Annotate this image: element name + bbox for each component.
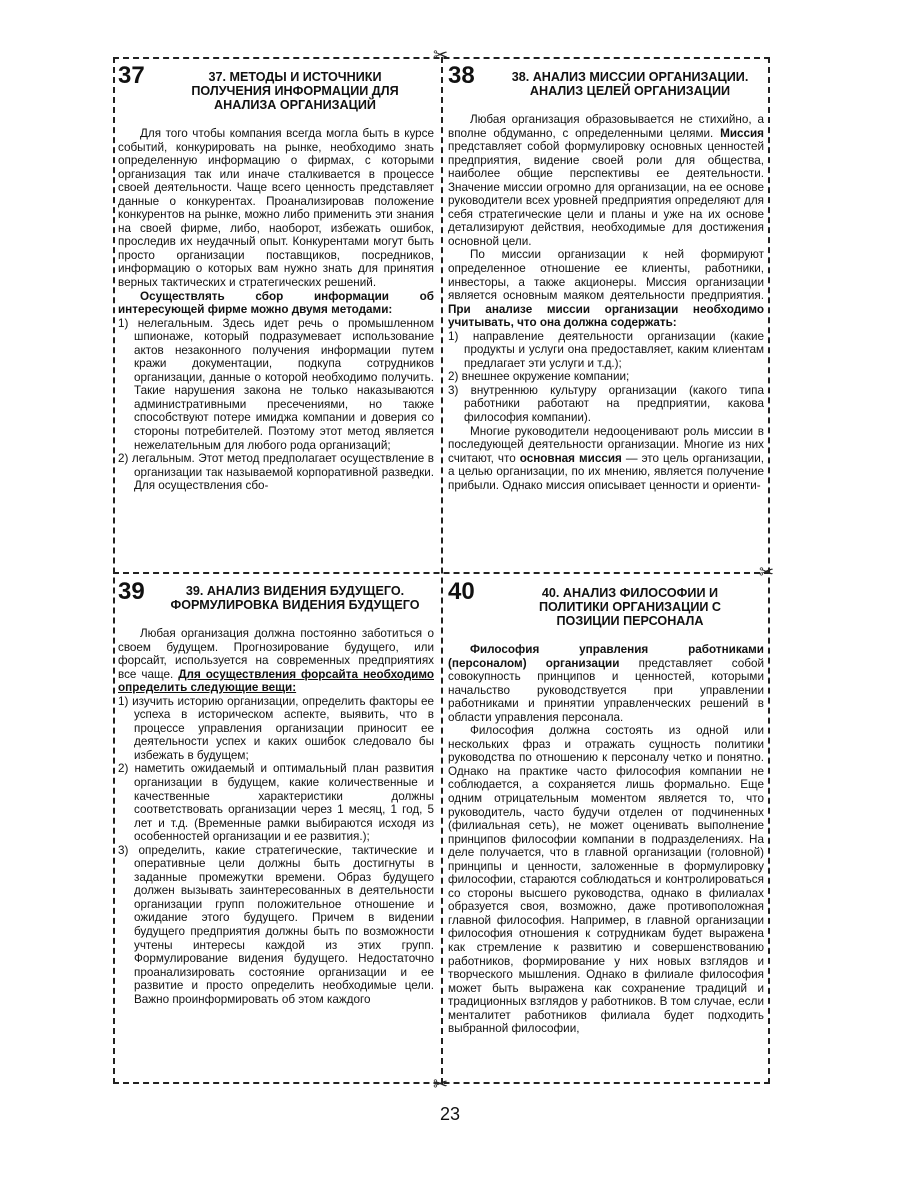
list-item: 1) изучить историю организации, определить факторы ее успеха в историческом аспекте, выявить, что в процессе управления организации приносит ее деятельности успех и каких ошибок следовало бы избежать в будущем;	[118, 694, 434, 762]
card-body	[118, 627, 434, 1006]
list-item: 2) внешнее окружение компании;	[448, 370, 630, 384]
card-title: 37. МЕТОДЫ И ИСТОЧНИКИ ПОЛУЧЕНИЯ ИНФОРМАЦИИ ДЛЯ АНАЛИЗА ОРГАНИЗАЦИЙ	[191, 70, 399, 112]
paragraph: По миссии организации к ней формируют определенное отношение ее клиенты, работники, инвесторы, а также акционеры. Миссия организации является основным маяком деятельности предприятия. При анализе миссии организации необходимо учитывать, что она должна содержать:	[448, 248, 764, 330]
card-title: 40. АНАЛИЗ ФИЛОСОФИИ И ПОЛИТИКИ ОРГАНИЗАЦИИ С ПОЗИЦИИ ПЕРСОНАЛА	[538, 586, 722, 628]
bold-term: основная миссия	[519, 451, 622, 465]
paragraph-bold: Осуществлять сбор информации об интересующей фирме можно двумя методами:	[118, 289, 434, 317]
paragraph: Любая организация должна постоянно заботиться о своем будущем. Прогнозирование будущего, или форсайт, используется на современных предприятиях все чаще. Для осуществления форсайта необходимо определить следующие вещи:	[118, 627, 434, 695]
card-37	[118, 64, 434, 564]
card-40	[448, 580, 764, 1074]
paragraph: Для того чтобы компания всегда могла быть в курсе событий, конкурировать на рынке, необходимо знать определенную информацию о фирмах, с которыми организация так или иначе сталкивается в процессе своей деятельности. Чаще всего ценность представляет данные о конкурентах. Проанализировав положение конкурентов на рынке, можно либо применить эти знания на своей фирме, либо, наоборот, избежать ошибок, проследив их неудачный опыт. Конкурентами могут быть просто организации поставщиков, посредников, информацию о которых вам нужно знать для принятия верных тактических и стратегических решений.	[118, 127, 434, 290]
paragraph: Философия управления работниками (персоналом) организации представляет собой совокупность принципов и ценностей, которыми начальство руководствуется при управлении работниками и принятии управленческих решений в области управления персонала.	[448, 643, 764, 724]
page-number: 23	[439, 1104, 461, 1124]
list-item: 2) наметить ожидаемый и оптимальный план развития организации в будущем, какие количественные и качественные характеристики должны соответствовать организации через 1 месяц, 1 год, 5 лет и т.д. (Временные рамки выбираются исходя из особенностей организации и ее развития.);	[118, 762, 434, 844]
paragraph: Любая организация образовывается не стихийно, а вполне обдуманно, с определенными целями. Миссия представляет собой формулировку основных ценностей предприятия, видение своей роли для общества, наиболее общие перспективы ее деятельности. Значение миссии огромно для организации, на ее основе руководители всех уровней предприятия определяют для себя стратегические цели и планы и уже на их основе детализируют действия, необходимые для достижения основной цели.	[448, 113, 764, 248]
mission-list	[448, 330, 764, 425]
card-number: 40	[448, 580, 475, 605]
card-number: 39	[118, 580, 145, 605]
card-title: 38. АНАЛИЗ МИССИИ ОРГАНИЗАЦИИ. АНАЛИЗ ЦЕЛЕЙ ОРГАНИЗАЦИИ	[511, 70, 749, 98]
list-item: 1) нелегальным. Здесь идет речь о промышленном шпионаже, который подразумевает использование актов незаконного получения информации путем кражи документации, подкупа сотрудников организации, данные о которой необходимо получить. Такие нарушения закона не только наказываются административными пресечениями, но также способствуют потере имиджа компании и доверия со стороны потребителей. Поэтому этот метод является нежелательным для любого рода организаций;	[118, 316, 434, 452]
list-item: 3) определить, какие стратегические, тактические и оперативные цели должны быть достигнуты в заданные промежутки времени. Образ будущего должен вызывать заинтересованных в деятельности организации групп положительное отношение и ожидание этого будущего. Причем в видении будущего предприятия должны быть по возможности учтены интересы каждой из этих групп. Формулирование видения будущего. Недостаточно проанализировать состояние организации и ее развитие и просто определить необходимые цели. Важно проинформировать об этом каждого	[118, 843, 434, 1006]
list-item: 2) легальным. Этот метод предполагает осуществление в организации так называемой корпоративной разведки. Для осуществления сбо-	[118, 452, 434, 493]
card-number: 38	[448, 64, 475, 89]
card-body	[448, 643, 764, 1036]
paragraph: Философия должна состоять из одной или нескольких фраз и отражать сущность политики руководства по отношению к персоналу четко и понятно. Однако на практике часто философия компании не соблюдается, а сохраняется лишь формально. Еще одним отрицательным моментом является то, что руководитель, часто будучи отделен от подчиненных (филиальная сеть), не может оценивать выполнение принципов философии компании в подразделениях. На деле получается, что в главной организации (головной) принципы и ценности, заложенные в формулировку философии, стараются соблюдаться и контролироваться со стороны высшего руководства, однако в филиалах образуется своя, возможно, даже противоположная главной философия. Например, в главной организации философия отношения к сотрудникам будет выражена как стремление к развитию и совершенствованию работников, формирование у них новых взглядов и творческого мышления. Однако в филиале философия может быть выражена как сохранение традиций и традиционных взглядов у работников. В том случае, если менталитет работников филиала будет подходить выбранной философии,	[448, 724, 764, 1036]
scissors-icon: ✂	[433, 1074, 449, 1094]
card-39	[118, 580, 434, 1074]
card-title: 39. АНАЛИЗ ВИДЕНИЯ БУДУЩЕГО. ФОРМУЛИРОВКА ВИДЕНИЯ БУДУЩЕГО	[170, 584, 420, 612]
underlined-term: Для осуществления форсайта необходимо определить следующие вещи:	[118, 667, 434, 695]
bold-term: При анализе миссии организации необходимо учитывать, что она должна содержать:	[448, 302, 764, 330]
list-item: 1) направление деятельности организации (какие продукты и услуги она предоставляет, каким клиентам предлагает эти услуги и т.д.);	[448, 329, 764, 370]
bold-term: Миссия	[720, 126, 764, 140]
vertical-cut-line	[441, 57, 443, 1084]
card-body	[118, 127, 434, 493]
horizontal-cut-line	[113, 572, 770, 574]
foresight-list	[118, 695, 434, 1007]
bold-term: Философия управления работниками (персоналом) организации	[448, 643, 764, 670]
method-list	[118, 317, 434, 493]
card-38	[448, 64, 764, 564]
scissors-icon: ✂	[759, 562, 775, 582]
card-number: 37	[118, 64, 145, 89]
scissors-icon: ✂	[433, 45, 449, 65]
card-body	[448, 113, 764, 492]
paragraph: Многие руководители недооценивают роль миссии в последующей деятельности организации. Многие из них считают, что основная миссия — это цель организации, а целью организации, по их мнению, является получение прибыли. Однако миссия описывает ценности и ориенти-	[448, 424, 764, 492]
list-item: 3) внутреннюю культуру организации (какого типа работники работают на предприятии, какова философия компании).	[448, 383, 764, 425]
